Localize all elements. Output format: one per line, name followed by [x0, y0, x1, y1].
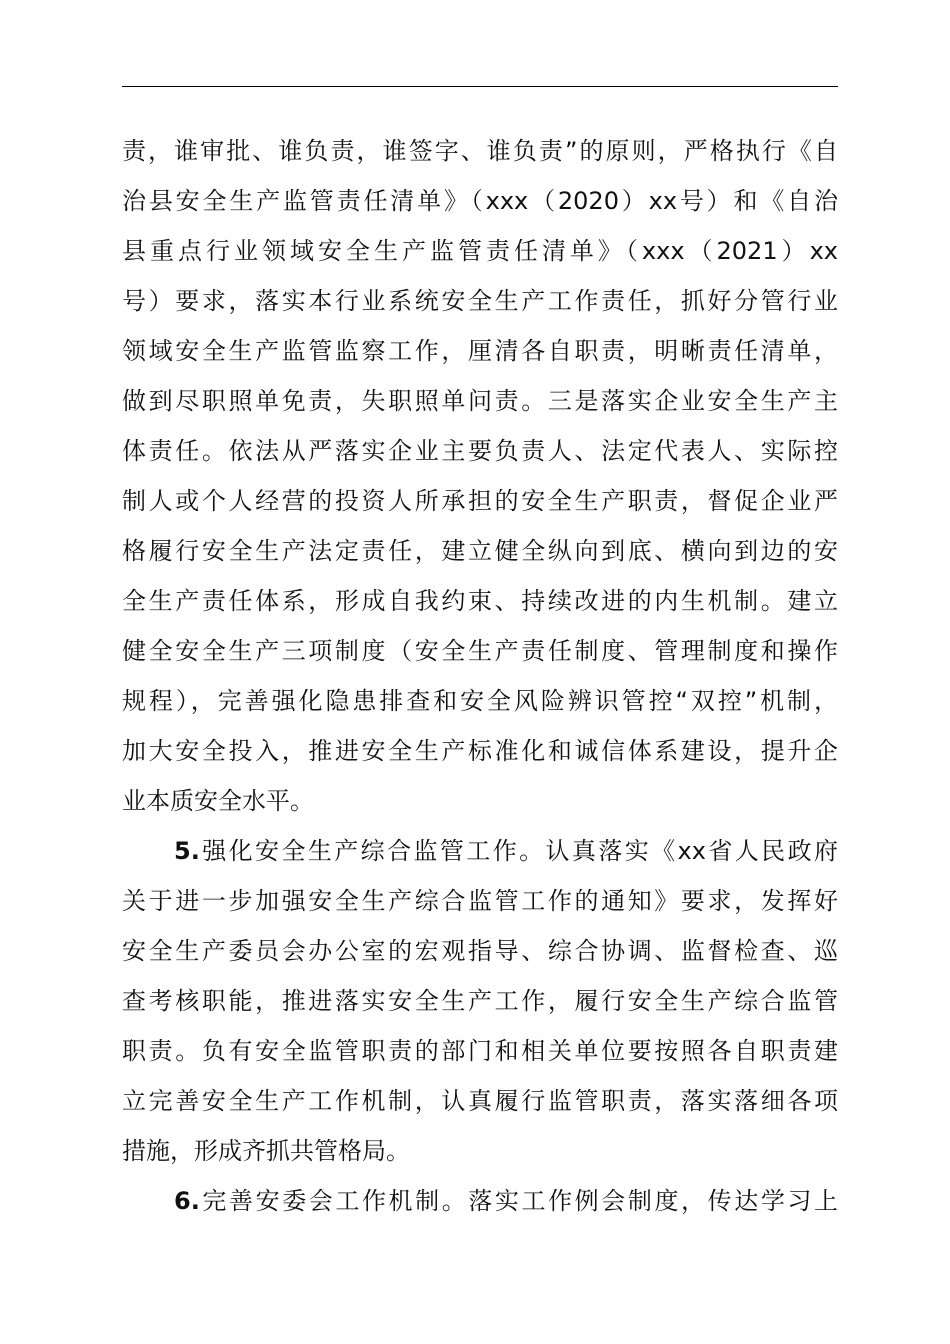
- text-line: 领域安全生产监管监察工作，厘清各自职责，明晰责任清单，: [122, 337, 838, 365]
- text-line: 立完善安全生产工作机制，认真履行监管职责，落实落细各项: [122, 1087, 838, 1115]
- text-line: 体责任。依法从严落实企业主要负责人、法定代表人、实际控: [122, 437, 838, 465]
- item-6-first-line: [174, 1186, 838, 1216]
- text-line: 治县安全生产监管责任清单》（xxx（2020）xx号）和《自治: [122, 187, 838, 215]
- item-5-first-line: [174, 836, 838, 866]
- header-rule: [122, 86, 838, 87]
- text-line: 格履行安全生产法定责任，建立健全纵向到底、横向到边的安: [122, 537, 838, 565]
- text-line: 健全安全生产三项制度（安全生产责任制度、管理制度和操作: [122, 637, 838, 665]
- text-line: 制人或个人经营的投资人所承担的安全生产职责，督促企业严: [122, 487, 838, 515]
- item-number: 5.: [174, 837, 200, 865]
- text-line: 县重点行业领域安全生产监管责任清单》（xxx（2021）xx: [122, 237, 838, 265]
- text-line: 做到尽职照单免责，失职照单问责。三是落实企业安全生产主: [122, 387, 838, 415]
- text-line: 全生产责任体系，形成自我约束、持续改进的内生机制。建立: [122, 587, 838, 615]
- text-line: 加大安全投入，推进安全生产标准化和诚信体系建设，提升企: [122, 737, 838, 765]
- text-line: 措施，形成齐抓共管格局。: [122, 1137, 410, 1165]
- text-line: 职责。负有安全监管职责的部门和相关单位要按照各自职责建: [122, 1037, 838, 1065]
- text-line: 查考核职能，推进落实安全生产工作，履行安全生产综合监管: [122, 987, 838, 1015]
- item-number: 6.: [174, 1187, 200, 1215]
- text-line: 责，谁审批、谁负责，谁签字、谁负责”的原则，严格执行《自: [122, 137, 838, 165]
- text-line: 关于进一步加强安全生产综合监管工作的通知》要求，发挥好: [122, 887, 838, 915]
- text-line: 业本质安全水平。: [122, 787, 314, 815]
- item-5-heading-text: 强化安全生产综合监管工作。认真落实《xx省人民政府: [199, 837, 838, 865]
- text-line: 规程），完善强化隐患排查和安全风险辨识管控“双控”机制，: [122, 687, 838, 715]
- text-line: 号）要求，落实本行业系统安全生产工作责任，抓好分管行业: [122, 287, 838, 315]
- text-line: 安全生产委员会办公室的宏观指导、综合协调、监督检查、巡: [122, 937, 838, 965]
- item-6-heading-text: 完善安委会工作机制。落实工作例会制度，传达学习上: [199, 1187, 838, 1215]
